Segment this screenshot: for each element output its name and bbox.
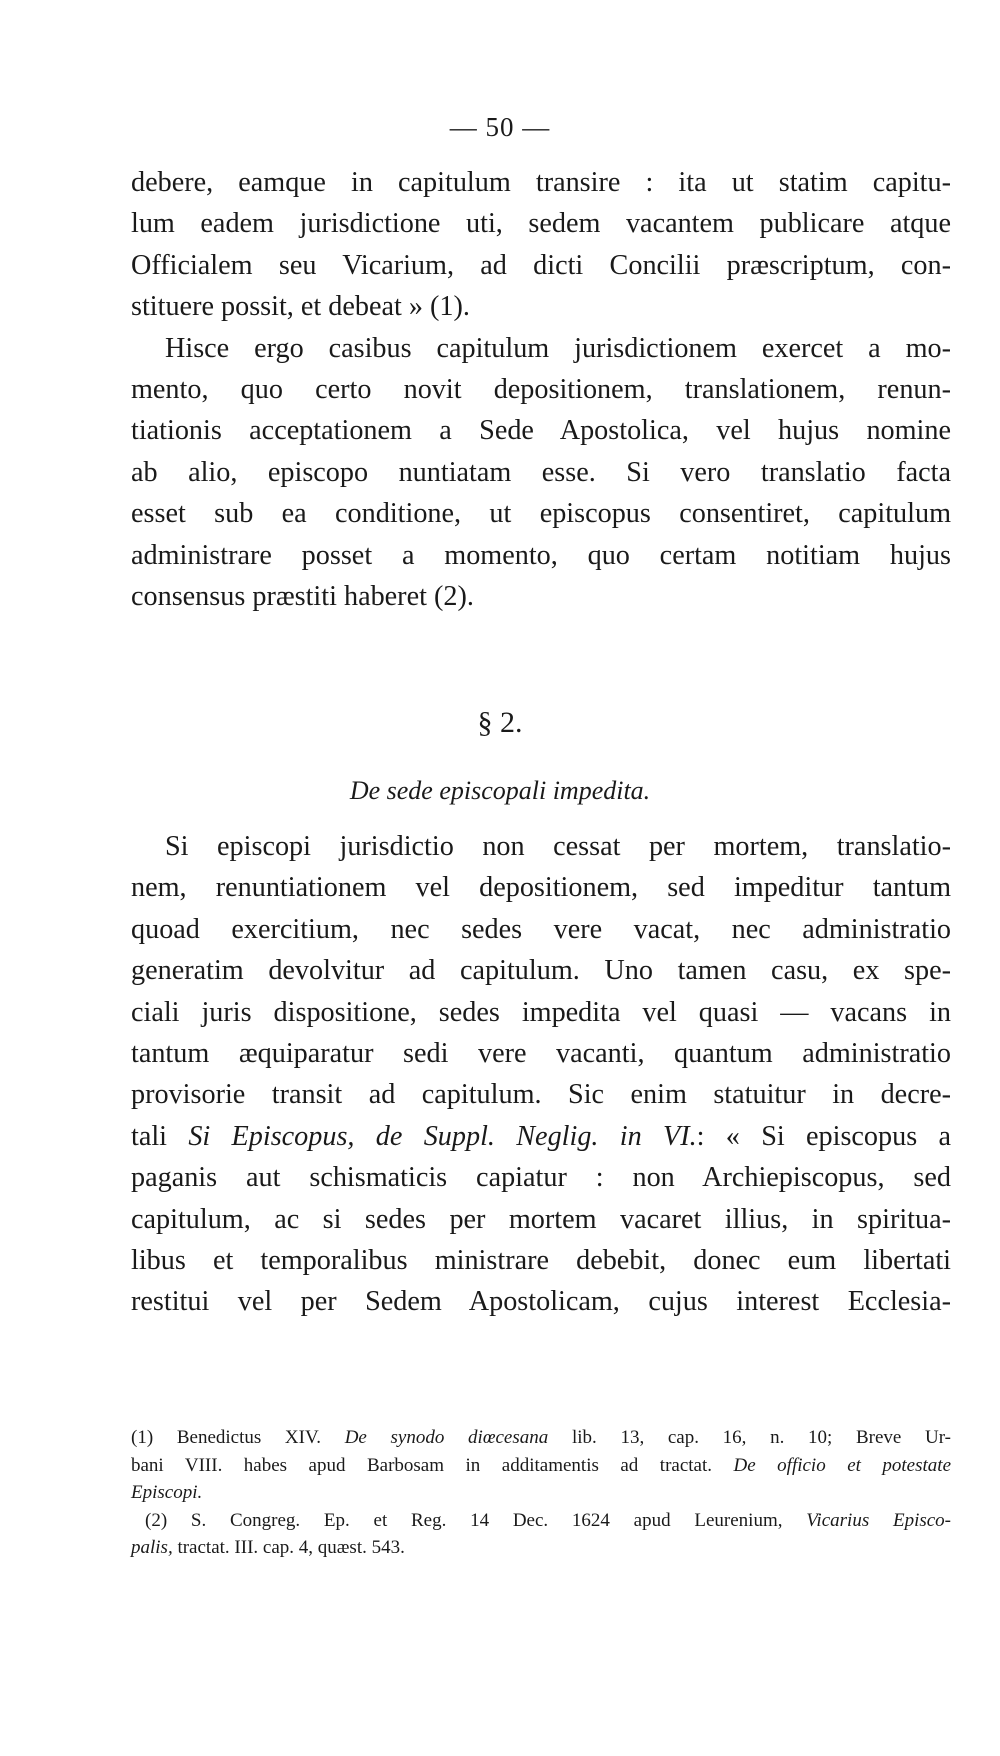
text-line: paganis aut schismaticis capiatur : non Archiepiscopus, sed xyxy=(131,1162,951,1194)
text-line: nem, renuntiationem vel depositionem, sed impeditur tantum xyxy=(131,872,951,904)
text-line: lum eadem jurisdictione uti, sedem vacantem publicare atque xyxy=(131,208,951,240)
section-title: De sede episcopali impedita. xyxy=(349,776,651,805)
text-line: Hisce ergo casibus capitulum jurisdictionem exercet a mo- xyxy=(165,332,951,364)
footnote-run: tractat. III. cap. 4, quæst. 543. xyxy=(177,1537,405,1558)
footnote-italic: Vicarius Episco- xyxy=(806,1509,951,1531)
text-line: administrare posset a momento, quo certam notitiam hujus xyxy=(131,539,951,571)
footnote-line xyxy=(131,1452,951,1480)
text-line xyxy=(131,1116,951,1157)
text-line: tantum æquiparatur sedi vere vacanti, quantum administratio xyxy=(131,1038,951,1070)
footnote-line xyxy=(131,1479,951,1507)
footnote-run: (1) Benedictus XIV. xyxy=(131,1427,322,1448)
footnote-line xyxy=(131,1507,951,1535)
text-line: ciali juris dispositione, sedes impedita vel quasi — vacans in xyxy=(131,996,951,1028)
body-text-top xyxy=(131,162,951,617)
text-line: restitui vel per Sedem Apostolicam, cujus interest Ecclesia- xyxy=(131,1286,951,1318)
text-line: consensus præstiti haberet (2). xyxy=(131,581,474,613)
text-line: debere, eamque in capitulum transire : ita ut statim capitu- xyxy=(131,167,951,198)
footnote-italic: Episcopi. xyxy=(131,1482,203,1503)
text-line: Si episcopi jurisdictio non cessat per mortem, translatio- xyxy=(165,831,951,862)
citation-italic: Si Episcopus, de Suppl. Neglig. in VI. xyxy=(188,1120,697,1152)
text-run: : « Si episcopus a xyxy=(696,1120,951,1152)
text-line: generatim devolvitur ad capitulum. Uno tamen casu, ex spe- xyxy=(131,955,951,987)
text-line: mento, quo certo novit depositionem, translationem, renun- xyxy=(131,374,951,406)
text-line: Officialem seu Vicarium, ad dicti Concilii præscriptum, con- xyxy=(131,249,951,281)
text-line: ab alio, episcopo nuntiatam esse. Si vero translatio facta xyxy=(131,456,951,488)
footnote-run: (2) S. Congreg. Ep. et Reg. 14 Dec. 1624 apud Leurenium, xyxy=(145,1509,783,1531)
text-line: provisorie transit ad capitulum. Sic enim statuitur in decre- xyxy=(131,1079,951,1111)
text-line: capitulum, ac si sedes per mortem vacaret illius, in spiritua- xyxy=(131,1203,951,1235)
text-line: libus et temporalibus ministrare debebit, donec eum libertati xyxy=(131,1245,951,1277)
section-number: § 2. xyxy=(477,706,523,739)
page-number: — 50 — xyxy=(449,112,551,142)
footnote-run: bani VIII. habes apud Barbosam in additamentis ad tractat. xyxy=(131,1454,713,1476)
footnote-italic: De officio et potestate xyxy=(733,1454,952,1476)
text-line: quoad exercitium, nec sedes vere vacat, nec administratio xyxy=(131,913,951,945)
footnote-italic: palis, xyxy=(131,1537,173,1558)
footnote-line xyxy=(131,1424,951,1452)
footnote-run: lib. 13, cap. 16, n. 10; Breve Ur- xyxy=(571,1427,952,1448)
text-line: esset sub ea conditione, ut episcopus consentiret, capitulum xyxy=(131,498,951,530)
footnotes xyxy=(131,1424,951,1562)
text-line: tiationis acceptationem a Sede Apostolica, vel hujus nomine xyxy=(131,415,951,447)
footnote-line xyxy=(131,1534,951,1562)
footnote-italic: De synodo diœcesana xyxy=(344,1427,549,1448)
text-run: tali xyxy=(131,1120,168,1152)
body-text-section xyxy=(131,826,951,1323)
text-line: stituere possit, et debeat » (1). xyxy=(131,291,470,323)
